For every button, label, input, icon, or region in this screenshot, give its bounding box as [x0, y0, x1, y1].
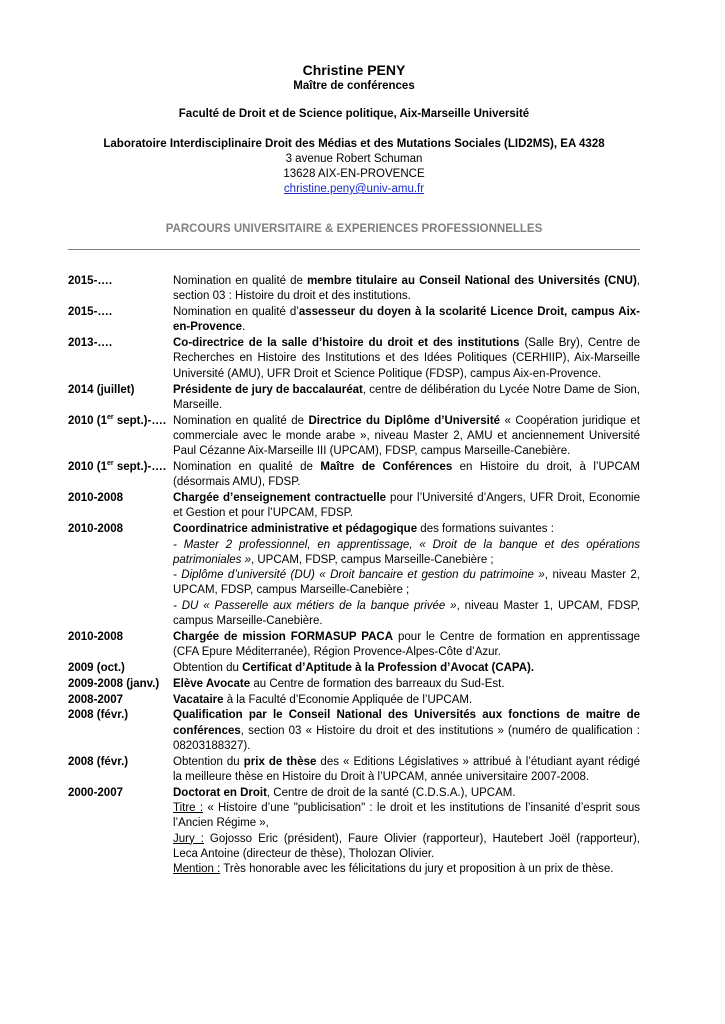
list-item — [68, 460, 640, 491]
thesis-title: Titre : « Histoire d’une "publicisation" : le droit et les institutions de l’insanité d’esprit sous l’Ancien Régime », — [173, 802, 641, 830]
list-item — [68, 305, 640, 336]
entry-desc: Vacataire à la Faculté d’Economie Appliquée de l’UPCAM. — [173, 693, 473, 706]
cv-page — [68, 62, 640, 878]
person-title: Maître de conférences — [293, 80, 415, 92]
entry-date: 2000-2007 — [68, 786, 123, 799]
entry-desc: Coordinatrice administrative et pédagogique des formations suivantes : - Master 2 professionnel, en apprentissage, « Droit de la banque et des opérations patrimoniales », UPCAM, FDSP, campus Marseille-Canebière ; - Diplôme d’université (DU) « Droit bancaire et gestion du patrimoine », niveau Master 2, UPCAM, FDSP, campus Marseille-Canebière ; - DU « Passerelle aux métiers de la banque privée », niveau Master 1, UPCAM, FDSP, campus Marseille-Canebière. — [173, 522, 640, 629]
entry-desc: Obtention du prix de thèse des « Editions Législatives » attribué à l’étudiant ayant rédigé la meilleure thèse en Histoire du Droit à l’UPCAM, année universitaire 2007-2008. — [173, 755, 640, 783]
entry-date: 2008 (févr.) — [68, 709, 129, 722]
entry-desc: Nomination en qualité de membre titulaire au Conseil National des Universités (CNU), section 03 : Histoire du droit et des institutions. — [173, 275, 640, 303]
person-name: Christine PENY — [302, 62, 406, 78]
entry-desc: Co-directrice de la salle d’histoire du droit et des institutions (Salle Bry), Centre de Recherches en Histoire des Institutions et des Idées Politiques (CERHIIP), Aix-Marseille Université (AMU), UFR Droit et Science Politique (FDSP), campus Aix-en-Provence. — [173, 337, 640, 380]
lab-block — [68, 137, 640, 197]
entry-desc: Nomination en qualité de Maître de Conférences en Histoire du droit, à l’UPCAM (désormais AMU), FDSP. — [173, 461, 640, 489]
list-item — [68, 383, 640, 414]
program-line: - DU « Passerelle aux métiers de la banque privée », niveau Master 1, UPCAM, FDSP, campus Marseille-Canebière. — [173, 599, 640, 628]
entry-date: 2015-…. — [68, 306, 113, 319]
entry-desc: Nomination en qualité d’assesseur du doyen à la scolarité Licence Droit, campus Aix-en-Provence. — [173, 306, 640, 334]
list-item — [68, 414, 640, 460]
entry-desc: Doctorat en Droit, Centre de droit de la santé (C.D.S.A.), UPCAM. Titre : « Histoire d’une "publicisation" : le droit et les institutions de l’insanité d’esprit sous l’Ancien Régime », Jury : Gojosso Eric (président), Faure Olivier (rapporteur), Hautebert Joël (rapporteur), Leca Antoine (directeur de thèse), Tholozan Olivier. Mention : Très honorable avec les félicitations du jury et proposition à un prix de thèse. — [173, 786, 640, 878]
entry-desc: Qualification par le Conseil National des Universités aux fonctions de maitre de conférences, section 03 « Histoire du droit et des institutions » (numéro de qualification : 08203188327). — [173, 709, 640, 752]
list-item — [68, 786, 640, 878]
entry-date: 2010 (1er sept.)-…. — [68, 413, 167, 427]
thesis-jury: Jury : Gojosso Eric (président), Faure Olivier (rapporteur), Hautebert Joël (rapporteur), Leca Antoine (directeur de thèse), Tholozan Olivier. — [173, 832, 640, 860]
entry-date: 2013-…. — [68, 337, 113, 350]
email-link[interactable]: christine.peny@univ-amu.fr — [283, 183, 425, 195]
entry-date: 2010-2008 — [68, 630, 123, 643]
address-line-1: 3 avenue Robert Schuman — [285, 153, 423, 165]
list-item — [68, 336, 640, 382]
list-item — [68, 755, 640, 786]
list-item — [68, 630, 640, 661]
entry-date: 2009 (oct.) — [68, 661, 125, 674]
list-item — [68, 491, 640, 522]
entry-date: 2015-…. — [68, 275, 113, 287]
list-item — [68, 522, 640, 629]
list-item — [68, 693, 640, 708]
entry-date: 2014 (juillet) — [68, 383, 135, 396]
program-line: - Master 2 professionnel, en apprentissage, « Droit de la banque et des opérations patrimoniales », UPCAM, FDSP, campus Marseille-Canebière ; — [173, 538, 640, 566]
entry-desc: Chargée d’enseignement contractuelle pour l’Université d’Angers, UFR Droit, Economie et Gestion et pour l’UPCAM, FDSP. — [173, 492, 640, 520]
entry-date: 2010 (1er sept.)-…. — [68, 460, 167, 474]
entry-desc: Présidente de jury de baccalauréat, centre de délibération du Lycée Notre Dame de Sion, Marseille. — [173, 383, 640, 411]
list-item — [68, 708, 640, 754]
entry-date: 2009-2008 (janv.) — [68, 677, 160, 690]
entry-desc: Nomination en qualité de Directrice du Diplôme d’Université « Coopération juridique et commerciale avec le monde arabe », niveau Master 2, AMU et anciennement Université Paul Cézanne Aix-Marseille III (UPCAM), FDSP, campus Marseille-Canebière. — [173, 414, 640, 458]
list-item — [68, 274, 640, 305]
list-item — [68, 661, 640, 676]
list-item — [68, 677, 640, 692]
address-line-2: 13628 AIX-EN-PROVENCE — [283, 168, 425, 180]
entry-desc: Chargée de mission FORMASUP PACA pour le Centre de formation en apprentissage (CFA Epure Méditerranée), Région Provence-Alpes-Côte d’Azur. — [173, 630, 640, 659]
entries-list — [68, 274, 640, 878]
entry-date: 2010-2008 — [68, 492, 123, 505]
entry-date: 2008 (févr.) — [68, 755, 129, 768]
lab-name: Laboratoire Interdisciplinaire Droit des Médias et des Mutations Sociales (LID2MS), EA 4328 — [103, 138, 605, 150]
faculty-name: Faculté de Droit et de Science politique, Aix-Marseille Université — [178, 108, 530, 120]
entry-date: 2010-2008 — [68, 523, 123, 536]
entry-desc: Obtention du Certificat d’Aptitude à la Profession d’Avocat (CAPA). — [173, 661, 535, 674]
program-line: - Diplôme d’université (DU) « Droit bancaire et gestion du patrimoine », niveau Master 2, UPCAM, FDSP, campus Marseille-Canebière ; — [173, 569, 641, 597]
thesis-mention: Mention : Très honorable avec les félicitations du jury et proposition à un prix de thèse. — [173, 863, 614, 876]
section-title: PARCOURS UNIVERSITAIRE & EXPERIENCES PROFESSIONNELLES — [68, 222, 640, 250]
entry-desc: Elève Avocate au Centre de formation des barreaux du Sud-Est. — [173, 677, 505, 690]
entry-date: 2008-2007 — [68, 693, 123, 706]
